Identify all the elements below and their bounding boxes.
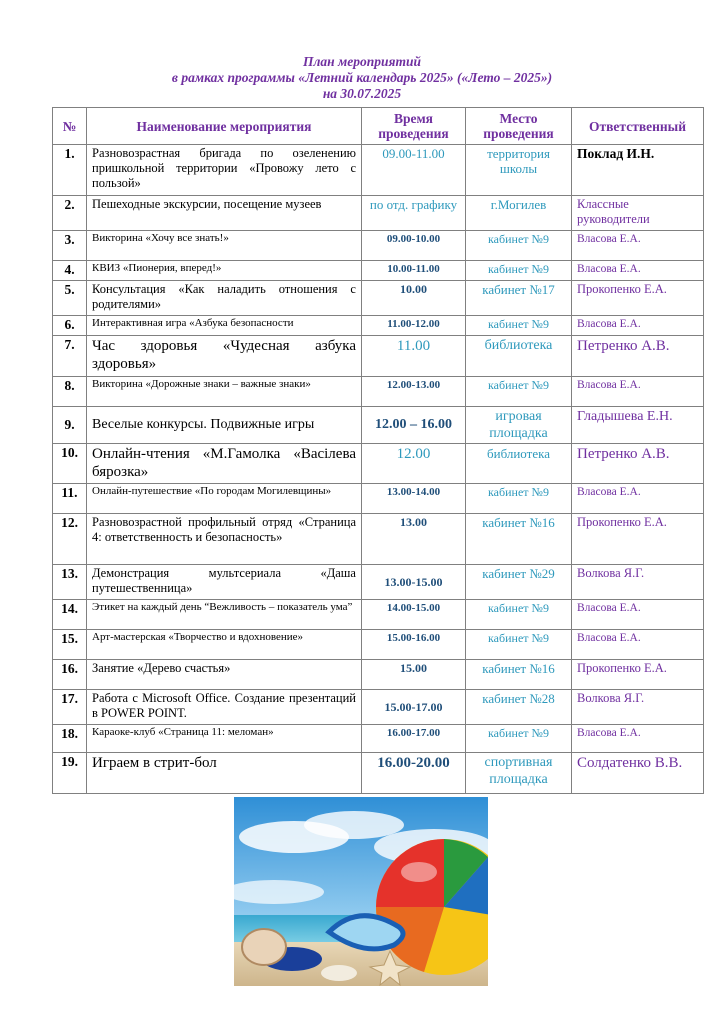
table-row xyxy=(53,444,704,484)
event-time: 14.00-15.00 xyxy=(362,600,466,630)
event-responsible: Поклад И.Н. xyxy=(572,145,704,196)
row-number: 2. xyxy=(53,196,87,231)
event-time: 11.00-12.00 xyxy=(362,316,466,336)
table-row xyxy=(53,725,704,753)
event-name: Веселые конкурсы. Подвижные игры xyxy=(87,407,362,444)
table-row xyxy=(53,145,704,196)
event-place: кабинет №29 xyxy=(466,565,572,600)
table-row xyxy=(53,281,704,316)
event-place: библиотека xyxy=(466,444,572,484)
event-place: кабинет №9 xyxy=(466,630,572,660)
event-place: кабинет №9 xyxy=(466,600,572,630)
event-responsible: Волкова Я.Г. xyxy=(572,690,704,725)
column-header-name: Наименование мероприятия xyxy=(87,108,362,145)
title-line-2: в рамках программы «Летний календарь 2025» («Лето – 2025») xyxy=(171,70,553,85)
event-name: Занятие «Дерево счастья» xyxy=(87,660,362,690)
event-time: 16.00-17.00 xyxy=(362,725,466,753)
event-name: Пешеходные экскурсии, посещение музеев xyxy=(87,196,362,231)
event-name: Разновозрастная бригада по озеленению пришкольной территории «Провожу лето с пользой» xyxy=(87,145,362,196)
column-header-num: № xyxy=(53,108,87,145)
table-row xyxy=(53,407,704,444)
table-row xyxy=(53,690,704,725)
event-place: территория школы xyxy=(466,145,572,196)
event-responsible: Волкова Я.Г. xyxy=(572,565,704,600)
row-number: 14. xyxy=(53,600,87,630)
event-responsible: Власова Е.А. xyxy=(572,377,704,407)
row-number: 15. xyxy=(53,630,87,660)
event-time: 15.00-17.00 xyxy=(362,690,466,725)
event-responsible: Прокопенко Е.А. xyxy=(572,660,704,690)
event-responsible: Власова Е.А. xyxy=(572,600,704,630)
event-time: 10.00-11.00 xyxy=(362,261,466,281)
event-time: 15.00 xyxy=(362,660,466,690)
table-row xyxy=(53,660,704,690)
event-name: Онлайн-чтения «М.Гамолка «Васілева бярозка» xyxy=(87,444,362,484)
event-responsible: Прокопенко Е.А. xyxy=(572,281,704,316)
event-responsible: Власова Е.А. xyxy=(572,725,704,753)
event-time: 09.00-11.00 xyxy=(362,145,466,196)
document-title xyxy=(0,54,724,102)
row-number: 1. xyxy=(53,145,87,196)
row-number: 9. xyxy=(53,407,87,444)
event-name: Онлайн-путешествие «По городам Могилевщины» xyxy=(87,484,362,514)
event-responsible: Петренко А.В. xyxy=(572,444,704,484)
column-header-responsible: Ответственный xyxy=(572,108,704,145)
row-number: 10. xyxy=(53,444,87,484)
row-number: 17. xyxy=(53,690,87,725)
row-number: 19. xyxy=(53,753,87,794)
table-row xyxy=(53,753,704,794)
event-name: Консультация «Как наладить отношения с родителями» xyxy=(87,281,362,316)
event-place: кабинет №9 xyxy=(466,316,572,336)
event-name: Викторина «Хочу все знать!» xyxy=(87,231,362,261)
event-place: кабинет №17 xyxy=(466,281,572,316)
column-header-time: Время проведения xyxy=(362,108,466,145)
event-time: 12.00 xyxy=(362,444,466,484)
event-name: Демонстрация мультсериала «Даша путешественница» xyxy=(87,565,362,600)
event-time: 09.00-10.00 xyxy=(362,231,466,261)
event-time: 13.00-14.00 xyxy=(362,484,466,514)
event-time: 13.00 xyxy=(362,514,466,565)
event-place: кабинет №16 xyxy=(466,514,572,565)
event-place: игровая площадка xyxy=(466,407,572,444)
event-name: Разновозрастной профильный отряд «Страница 4: ответственность и безопасность» xyxy=(87,514,362,565)
table-row xyxy=(53,630,704,660)
event-place: кабинет №9 xyxy=(466,377,572,407)
table-row xyxy=(53,316,704,336)
table-row xyxy=(53,231,704,261)
row-number: 7. xyxy=(53,336,87,377)
event-name: Интерактивная игра «Азбука безопасности xyxy=(87,316,362,336)
event-name: Караоке-клуб «Страница 11: меломан» xyxy=(87,725,362,753)
event-place: кабинет №28 xyxy=(466,690,572,725)
event-name: Викторина «Дорожные знаки – важные знаки» xyxy=(87,377,362,407)
event-time: 12.00-13.00 xyxy=(362,377,466,407)
event-responsible: Власова Е.А. xyxy=(572,261,704,281)
event-time: 10.00 xyxy=(362,281,466,316)
event-time: 15.00-16.00 xyxy=(362,630,466,660)
row-number: 6. xyxy=(53,316,87,336)
event-responsible: Классные руководители xyxy=(572,196,704,231)
row-number: 18. xyxy=(53,725,87,753)
table-row xyxy=(53,600,704,630)
column-header-place: Место проведения xyxy=(466,108,572,145)
table-header-row xyxy=(53,108,704,145)
event-place: спортивная площадка xyxy=(466,753,572,794)
row-number: 12. xyxy=(53,514,87,565)
row-number: 4. xyxy=(53,261,87,281)
event-responsible: Гладышева Е.Н. xyxy=(572,407,704,444)
event-responsible: Петренко А.В. xyxy=(572,336,704,377)
event-name: Работа с Microsoft Office. Создание презентаций в POWER POINT. xyxy=(87,690,362,725)
event-name: Час здоровья «Чудесная азбука здоровья» xyxy=(87,336,362,377)
event-time: 12.00 – 16.00 xyxy=(362,407,466,444)
event-place: кабинет №9 xyxy=(466,484,572,514)
event-name: КВИЗ «Пионерия, вперед!» xyxy=(87,261,362,281)
table-row xyxy=(53,196,704,231)
row-number: 8. xyxy=(53,377,87,407)
event-name: Арт-мастерская «Творчество и вдохновение» xyxy=(87,630,362,660)
event-time: 16.00-20.00 xyxy=(362,753,466,794)
row-number: 13. xyxy=(53,565,87,600)
event-responsible: Власова Е.А. xyxy=(572,484,704,514)
table-row xyxy=(53,514,704,565)
table-row xyxy=(53,565,704,600)
event-time: 11.00 xyxy=(362,336,466,377)
event-place: кабинет №16 xyxy=(466,660,572,690)
event-responsible: Власова Е.А. xyxy=(572,316,704,336)
event-time: по отд. графику xyxy=(362,196,466,231)
beach-ball-photo xyxy=(234,797,488,986)
table-row xyxy=(53,261,704,281)
table-row xyxy=(53,377,704,407)
title-line-3: на 30.07.2025 xyxy=(322,86,402,101)
event-responsible: Власова Е.А. xyxy=(572,630,704,660)
event-responsible: Прокопенко Е.А. xyxy=(572,514,704,565)
title-line-1: План мероприятий xyxy=(302,54,422,69)
event-responsible: Власова Е.А. xyxy=(572,231,704,261)
event-place: библиотека xyxy=(466,336,572,377)
row-number: 11. xyxy=(53,484,87,514)
event-name: Играем в стрит-бол xyxy=(87,753,362,794)
event-place: кабинет №9 xyxy=(466,261,572,281)
event-responsible: Солдатенко В.В. xyxy=(572,753,704,794)
events-table xyxy=(52,107,704,794)
event-time: 13.00-15.00 xyxy=(362,565,466,600)
table-row xyxy=(53,336,704,377)
row-number: 5. xyxy=(53,281,87,316)
row-number: 16. xyxy=(53,660,87,690)
event-place: кабинет №9 xyxy=(466,725,572,753)
table-row xyxy=(53,484,704,514)
row-number: 3. xyxy=(53,231,87,261)
event-name: Этикет на каждый день “Вежливость – показатель ума” xyxy=(87,600,362,630)
event-place: г.Могилев xyxy=(466,196,572,231)
event-place: кабинет №9 xyxy=(466,231,572,261)
